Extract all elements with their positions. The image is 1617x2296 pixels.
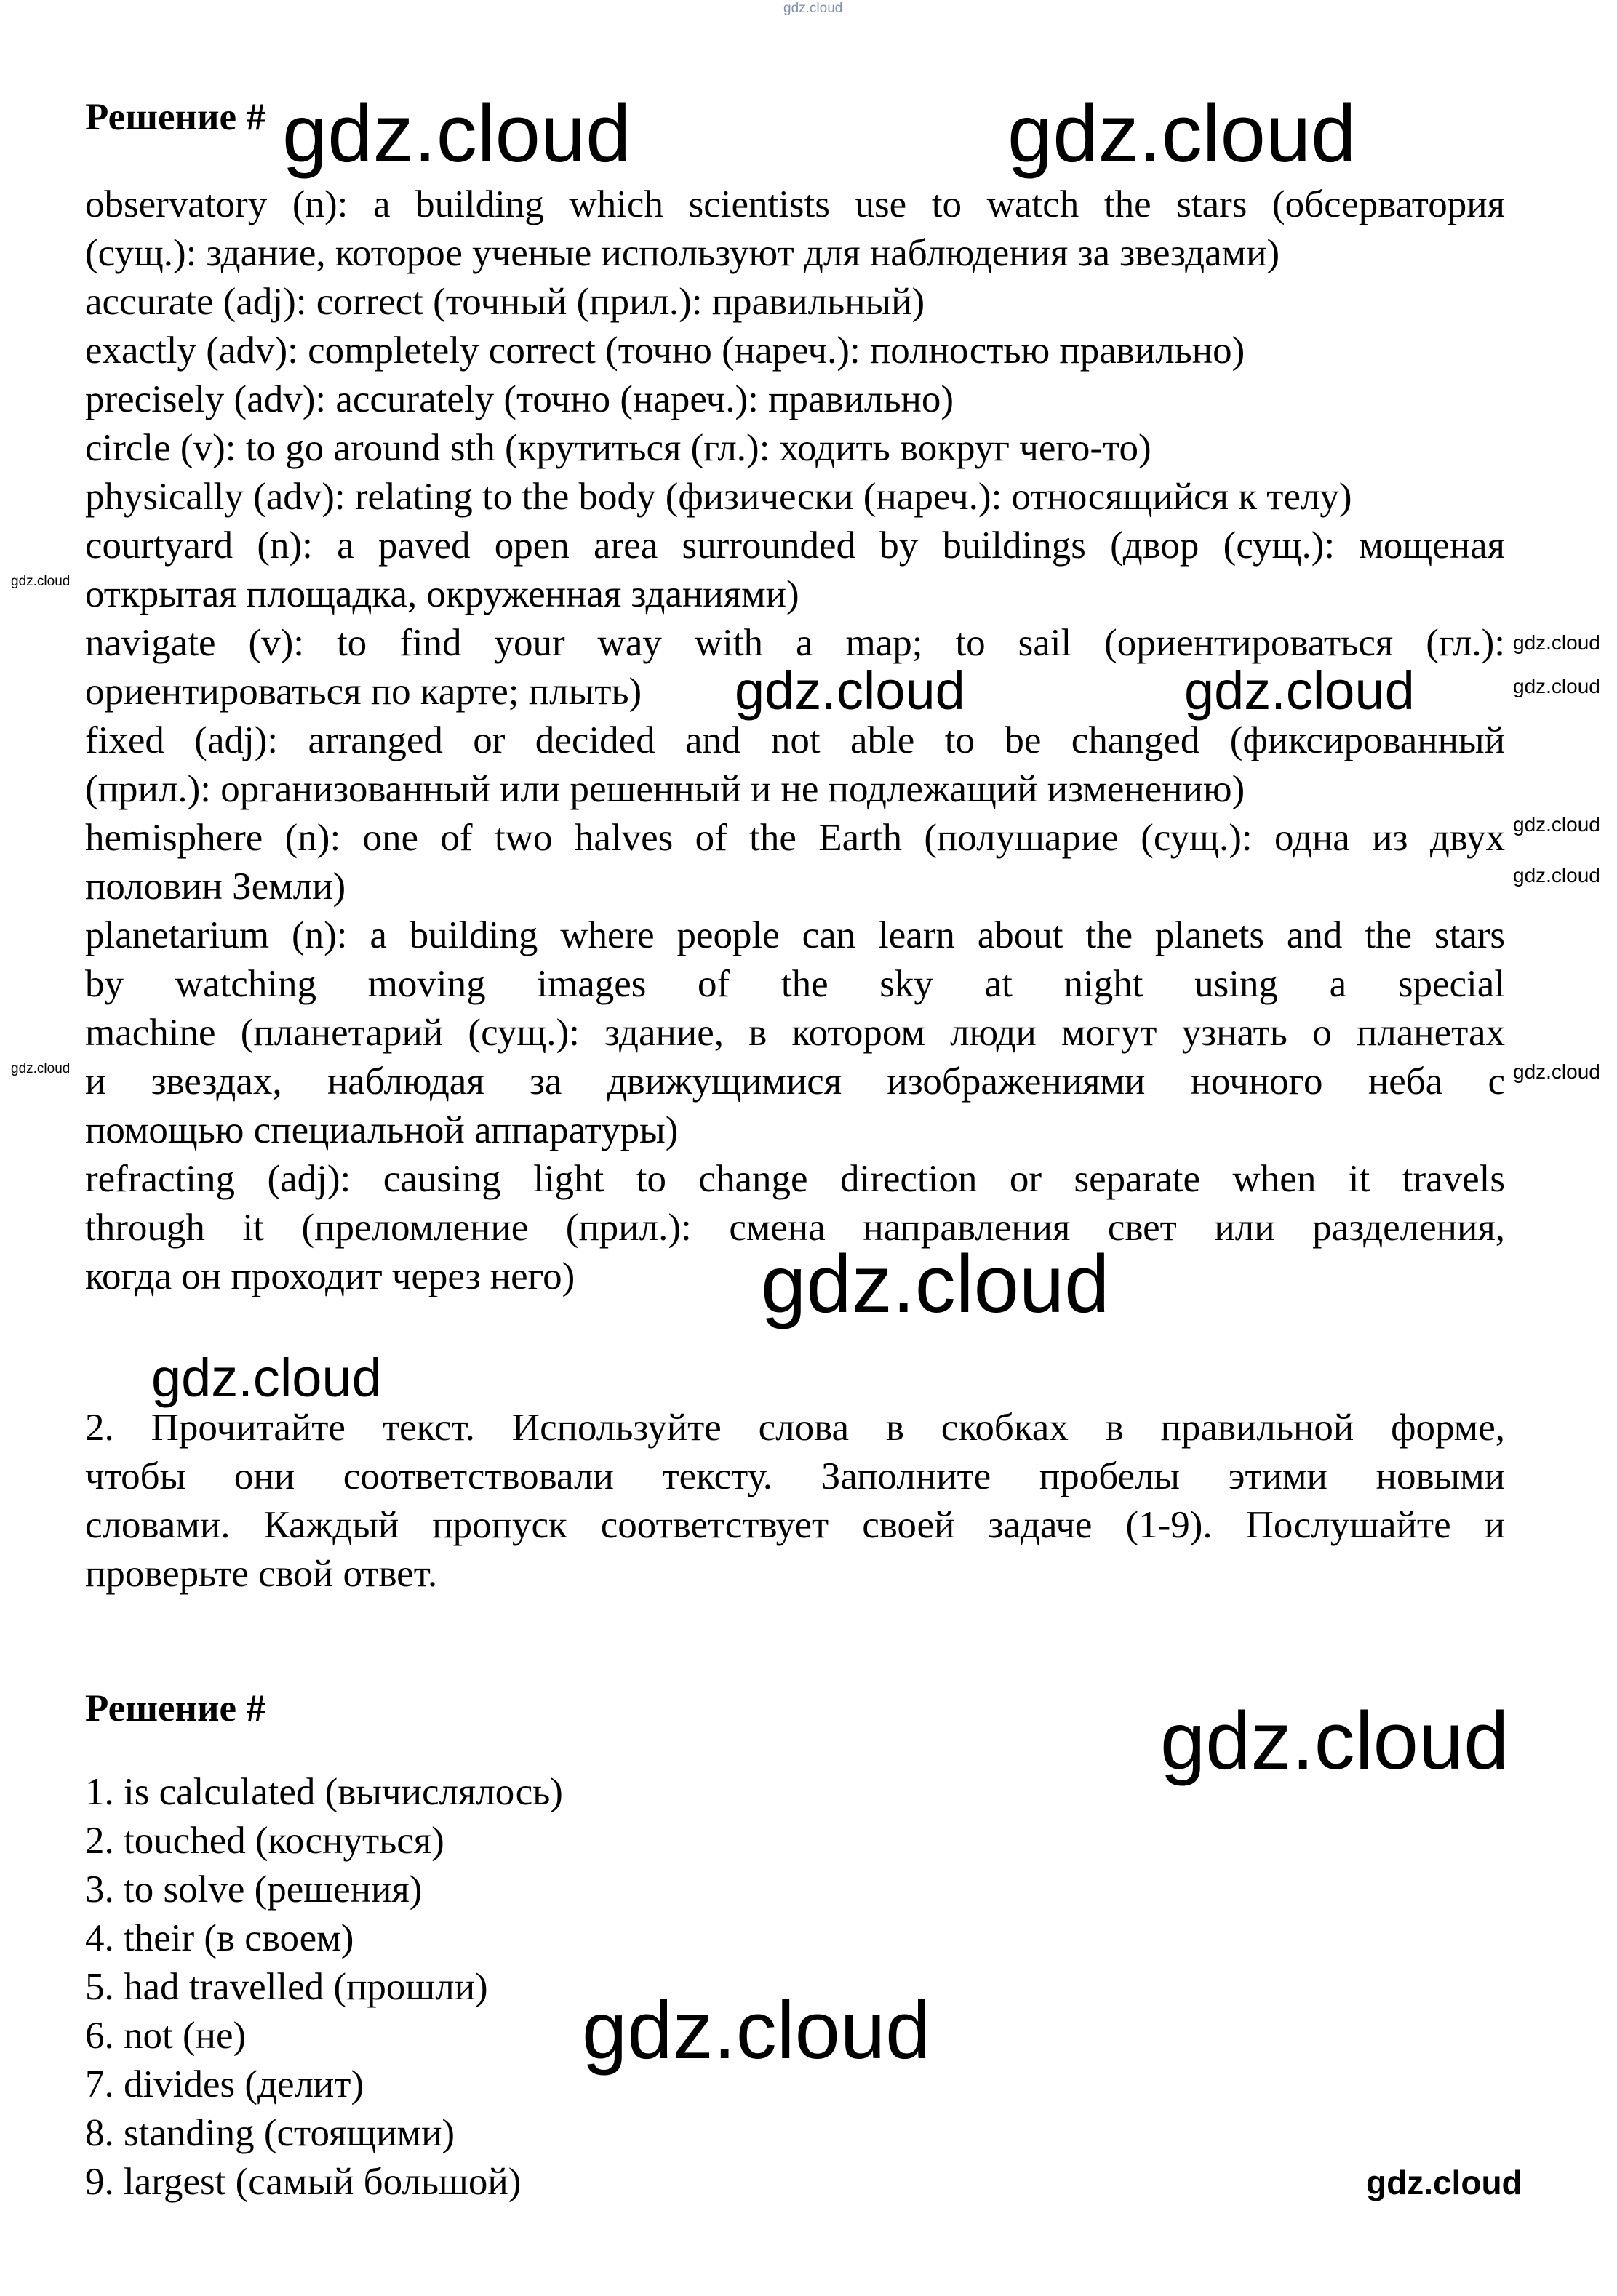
definition-line: помощью специальной аппаратуры)	[85, 1109, 679, 1151]
answer-item: 6. not (не)	[85, 2015, 247, 2057]
watermark: gdz.cloud	[1007, 88, 1357, 179]
definition-line: precisely (adv): accurately (точно (нареч.): правильно)	[85, 378, 954, 420]
vocabulary-definitions	[85, 180, 1505, 1301]
definition-line: courtyard (n): a paved open area surrounded by buildings (двор (сущ.): мощеная	[85, 524, 1505, 567]
definition-line: navigate (v): to find your way with a map; to sail (ориентироваться (гл.):	[85, 622, 1505, 664]
answer-item: 9. largest (самый большой)	[85, 2161, 522, 2203]
definition-line: machine (планетарий (сущ.): здание, в котором люди могут узнать о планетах	[85, 1012, 1505, 1054]
definition-line: (сущ.): здание, которое ученые используют для наблюдения за звездами)	[85, 232, 1280, 274]
definition-line: открытая площадка, окруженная зданиями)	[85, 573, 799, 615]
watermark: gdz.cloud	[1513, 1060, 1600, 1083]
answer-item: 8. standing (стоящими)	[85, 2112, 455, 2154]
definition-line: половин Земли)	[85, 865, 346, 908]
definition-line: physically (adv): relating to the body (физически (нареч.): относящийся к телу)	[85, 476, 1352, 518]
answer-item: 3. to solve (решения)	[85, 1868, 423, 1911]
answer-item: 5. had travelled (прошли)	[85, 1966, 488, 2008]
watermark: gdz.cloud	[282, 88, 631, 179]
solution-heading-1: Решение #	[85, 96, 265, 138]
definition-line: planetarium (n): a building where people can learn about the planets and the stars	[85, 914, 1505, 956]
definition-line: observatory (n): a building which scientists use to watch the stars (обсерватория	[85, 183, 1505, 225]
watermark: gdz.cloud	[1513, 813, 1600, 836]
watermark: gdz.cloud	[11, 574, 71, 589]
definition-line: refracting (adj): causing light to change direction or separate when it travels	[85, 1158, 1505, 1200]
definition-line: circle (v): to go around sth (крутиться (гл.): ходить вокруг чего-то)	[85, 427, 1151, 469]
definition-line: accurate (adj): correct (точный (прил.): правильный)	[85, 281, 925, 323]
watermark: gdz.cloud	[1184, 660, 1415, 721]
definition-line: through it (преломление (прил.): смена направления свет или разделения,	[85, 1207, 1505, 1249]
watermark: gdz.cloud	[1513, 864, 1600, 887]
watermark: gdz.cloud	[783, 1, 843, 16]
definition-line: hemisphere (n): one of two halves of the Earth (полушарие (сущ.): одна из двух	[85, 817, 1505, 859]
watermark: gdz.cloud	[151, 1348, 382, 1408]
watermark: gdz.cloud	[1513, 675, 1600, 697]
answer-item: 1. is calculated (вычислялось)	[85, 1771, 563, 1813]
solution-heading-2: Решение #	[85, 1687, 265, 1729]
watermark: gdz.cloud	[735, 660, 965, 721]
answer-item: 2. touched (коснуться)	[85, 1820, 444, 1862]
watermark: gdz.cloud	[761, 1239, 1110, 1329]
definition-line: ориентироваться по карте; плыть)	[85, 671, 642, 713]
definition-line: (прил.): организованный или решенный и не подлежащий изменению)	[85, 768, 1245, 810]
watermark: gdz.cloud	[582, 1985, 931, 2076]
watermark: gdz.cloud	[1513, 631, 1600, 654]
answer-item: 4. their (в своем)	[85, 1917, 354, 1959]
definition-line: fixed (adj): arranged or decided and not able to be changed (фиксированный	[85, 719, 1505, 761]
instruction-line: словами. Каждый пропуск соответствует своей задаче (1-9). Послушайте и	[85, 1504, 1505, 1546]
definition-line: когда он проходит через него)	[85, 1255, 575, 1297]
watermark: gdz.cloud	[1366, 2164, 1522, 2201]
instruction-line: чтобы они соответствовали тексту. Заполните пробелы этими новыми	[85, 1455, 1505, 1497]
definition-line: и звездах, наблюдая за движущимися изображениями ночного неба с	[85, 1060, 1505, 1103]
task-2-instructions	[85, 1404, 1505, 1599]
instruction-line: проверьте свой ответ.	[85, 1553, 438, 1595]
definition-line: exactly (adv): completely correct (точно (нареч.): полностью правильно)	[85, 329, 1245, 372]
watermark: gdz.cloud	[1160, 1695, 1509, 1786]
instruction-line: 2. Прочитайте текст. Используйте слова в скобках в правильной форме,	[85, 1407, 1505, 1449]
watermark: gdz.cloud	[11, 1061, 71, 1076]
answer-item: 7. divides (делит)	[85, 2063, 364, 2105]
definition-line: by watching moving images of the sky at night using a special	[85, 963, 1505, 1005]
